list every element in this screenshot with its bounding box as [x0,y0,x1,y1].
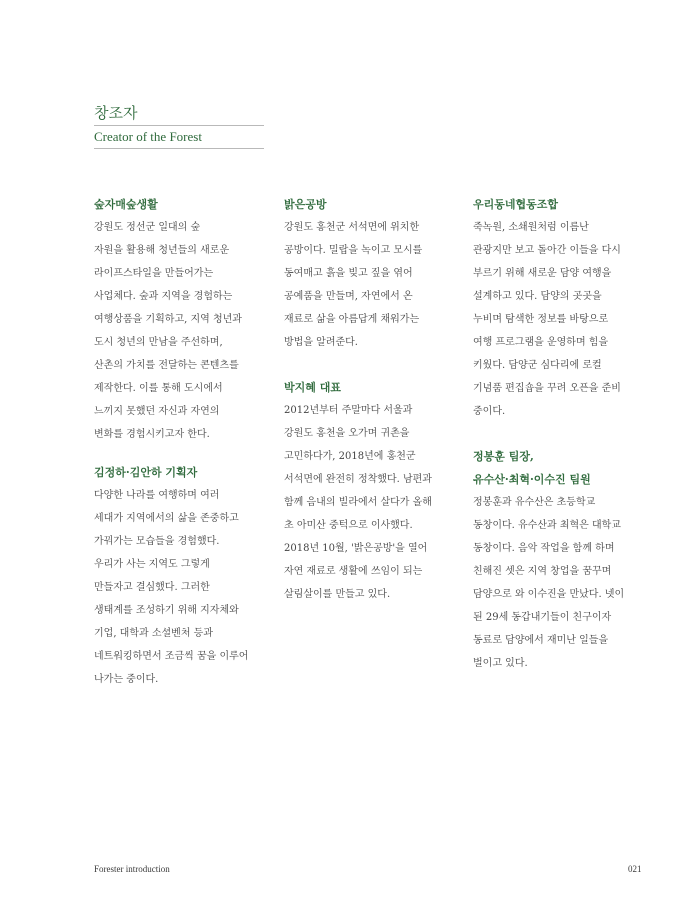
text-line: 강원도 홍천을 오가며 귀촌을 [284,428,410,439]
text-line: 재료로 삶을 아름답게 채워가는 [284,314,420,325]
text-line: 네트워킹하면서 조금씩 꿈을 이루어 [94,651,249,662]
header-title-english: Creator of the Forest [94,126,264,149]
text-line: 벌이고 있다. [473,658,528,669]
text-line: 동창이다. 음악 작업을 함께 하며 [473,543,615,554]
text-line: 중이다. [473,406,506,417]
text-line: 서석면에 완전히 정착했다. 남편과 [284,474,432,485]
text-line: 된 29세 동갑내기들이 친구이자 [473,612,612,623]
text-line: 다양한 나라를 여행하며 여러 [94,490,220,501]
text-line: 사업체다. 숲과 지역을 경험하는 [94,291,233,302]
text-line: 산촌의 가치를 전달하는 콘텐츠를 [94,360,239,371]
text-line: 제작한다. 이를 통해 도시에서 [94,383,223,394]
text-line: 자연 재료로 생활에 쓰임이 되는 [284,566,423,577]
text-line: 공예품을 만들며, 자연에서 온 [284,291,413,302]
text-line: 기념품 편집숍을 꾸려 오픈을 준비 [473,383,621,394]
text-line: 관광지만 보고 돌아간 이들을 다시 [473,245,621,256]
text-line: 변화를 경험시키고자 한다. [94,429,210,440]
section-body [284,399,464,606]
column-1 [94,193,274,691]
section-gap [94,446,274,461]
text-line: 고민하다가, 2018년에 홍천군 [284,451,416,462]
text-line: 2018년 10월, '밝은공방'을 열어 [284,543,428,554]
section-gap [473,423,645,445]
text-line: 친해진 셋은 지역 창업을 꿈꾸며 [473,566,612,577]
text-line: 강원도 홍천군 서석면에 위치한 [284,222,420,233]
footer-section-label: Forester introduction [94,864,170,874]
section-body [473,491,645,675]
column-3 [473,193,645,675]
header-title-korean: 창조자 [94,104,264,126]
section-title: 밝은공방 [284,198,327,211]
text-line: 함께 음내의 빌라에서 살다가 올해 [284,497,432,508]
section-title: 우리동네협동조합 [473,198,559,211]
section-title: 숲자매숲생활 [94,198,158,211]
text-line: 초 아미산 중턱으로 이사했다. [284,520,413,531]
text-line: 키웠다. 담양군 심다리에 로컬 [473,360,602,371]
section-body [94,484,274,691]
text-line: 나가는 중이다. [94,674,159,685]
text-line: 죽녹원, 소쇄원처럼 이름난 [473,222,589,233]
text-line: 우리가 사는 지역도 그렇게 [94,559,210,570]
page-header [94,104,264,149]
text-line: 2012년부터 주말마다 서울과 [284,405,413,416]
text-line: 누비며 탐색한 정보를 바탕으로 [473,314,609,325]
text-line: 공방이다. 밀랍을 녹이고 모시를 [284,245,423,256]
text-line: 설계하고 있다. 담양의 곳곳을 [473,291,602,302]
text-line: 동창이다. 유수산과 최혁은 대학교 [473,520,621,531]
text-line: 자원을 활용해 청년들의 새로운 [94,245,230,256]
section-body [473,216,645,423]
text-line: 라이프스타일을 만들어가는 [94,268,214,279]
section-title-line-2: 유수산·최혁·이수진 팀원 [473,473,591,486]
section-title: 정봉훈 팀장, [473,450,534,463]
text-line: 동료로 담양에서 재미난 일들을 [473,635,609,646]
text-line: 세대가 지역에서의 삶을 존중하고 [94,513,239,524]
text-line: 강원도 정선군 일대의 숲 [94,222,201,233]
page-number: 021 [628,864,642,874]
section-title: 김정하·김안하 기획자 [94,466,198,479]
text-line: 생태계를 조성하기 위해 지자체와 [94,605,239,616]
text-line: 정봉훈과 유수산은 초등학교 [473,497,596,508]
text-line: 부르기 위해 새로운 담양 여행을 [473,268,612,279]
section-body [284,216,464,354]
section-gap [284,354,464,376]
text-line: 여행상품을 기획하고, 지역 청년과 [94,314,242,325]
text-line: 여행 프로그램을 운영하며 힘을 [473,337,609,348]
text-line: 살림살이를 만들고 있다. [284,589,391,600]
text-line: 느끼지 못했던 자신과 자연의 [94,406,220,417]
text-line: 동여매고 흙을 빚고 짚을 엮어 [284,268,413,279]
text-line: 기업, 대학과 소셜벤처 등과 [94,628,213,639]
section-title: 박지혜 대표 [284,381,341,394]
section-body [94,216,274,446]
text-line: 방법을 알려준다. [284,337,358,348]
column-2 [284,193,464,606]
text-line: 가꿔가는 모습들을 경험했다. [94,536,220,547]
text-line: 만들자고 결심했다. 그러한 [94,582,210,593]
text-line: 담양으로 와 이수진을 만났다. 넷이 [473,589,625,600]
text-line: 도시 청년의 만남을 주선하며, [94,337,223,348]
